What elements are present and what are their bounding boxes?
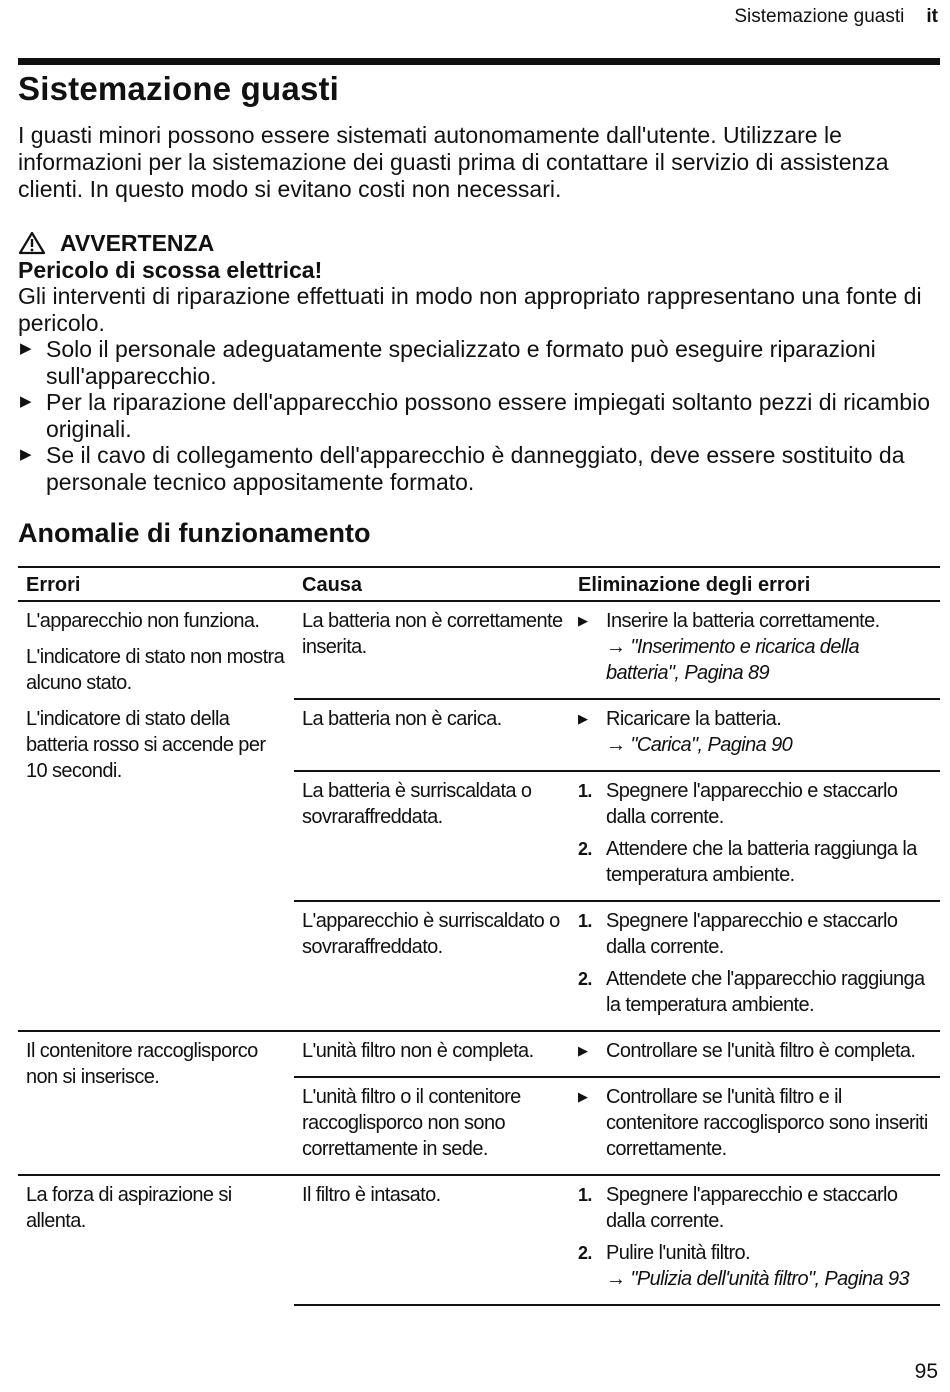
table-header-row (18, 567, 940, 601)
bullet-triangle-icon: ▶ (20, 340, 32, 357)
header-language: it (926, 6, 938, 27)
warning-subtitle: Pericolo di scossa elettrica! (18, 256, 323, 283)
warning-list (18, 336, 933, 495)
cause-cell: L'unità filtro o il contenitore raccoglisporco non sono correttamente in sede. (294, 1077, 570, 1175)
warning-item: ▶ Per la riparazione dell'apparecchio possono essere impiegati soltanto pezzi di ricambio originali. (20, 389, 930, 442)
header-rule (18, 58, 940, 65)
page-number: 95 (914, 1360, 938, 1383)
intro-paragraph: I guasti minori possono essere sistemati autonomamente dall'utente. Utilizzare le informazioni per la sistemazione dei guasti prima di contattare il servizio di assistenza clienti. In questo modo si evitano costi non necessari. (18, 122, 889, 202)
table-row (18, 1031, 940, 1077)
warning-text: Gli interventi di riparazione effettuati in modo non appropriato rappresentano una fonte di pericolo. (18, 283, 922, 336)
cause-cell: La batteria è surriscaldata o sovraraffreddata. (294, 771, 570, 901)
fix-cell: 1. Spegnere l'apparecchio e staccarlo dalla corrente. 2. Attendete che l'apparecchio raggiunga la temperatura ambiente. (570, 901, 940, 1031)
section-title: Anomalie di funzionamento (18, 518, 371, 548)
running-header (734, 6, 938, 28)
table-row (18, 601, 940, 699)
cause-cell: Il filtro è intasato. (294, 1175, 570, 1305)
fix-cell: ▶ Controllare se l'unità filtro è completa. (570, 1031, 940, 1077)
cause-cell: L'apparecchio è surriscaldato o sovraraffreddato. (294, 901, 570, 1031)
table-row (18, 1175, 940, 1305)
error-cell: L'apparecchio non funziona. L'indicatore di stato non mostra alcuno stato. L'indicatore di stato della batteria rosso si accende per 10 secondi. (18, 601, 294, 1031)
warning-item: ▶ Solo il personale adeguatamente specializzato e formato può eseguire riparazioni sull'apparecchio. (20, 336, 876, 389)
page-reference-link[interactable]: "Carica", Pagina 90 (630, 734, 793, 756)
bullet-triangle-icon: ▶ (578, 711, 588, 726)
bullet-triangle-icon: ▶ (20, 393, 32, 410)
arrow-icon: → (606, 636, 631, 658)
header-section: Sistemazione guasti (734, 6, 905, 27)
cause-cell: La batteria non è correttamente inserita. (294, 601, 570, 699)
fix-cell: 1. Spegnere l'apparecchio e staccarlo dalla corrente. 2. Attendere che la batteria raggiunga la temperatura ambiente. (570, 771, 940, 901)
column-header: Causa (294, 567, 570, 601)
warning-box (18, 230, 933, 495)
arrow-icon: → (606, 734, 631, 756)
page-reference-link[interactable]: "Pulizia dell'unità filtro", Pagina 93 (630, 1268, 910, 1290)
warning-icon (18, 231, 46, 255)
page-reference-link[interactable]: "Inserimento e ricarica della batteria", Pagina 89 (606, 636, 860, 684)
page-title: Sistemazione guasti (18, 70, 340, 107)
fix-cell: ▶ Inserire la batteria correttamente. → "Inserimento e ricarica della batteria", Pagina 89 (570, 601, 940, 699)
troubleshooting-table (18, 566, 940, 1306)
warning-label: AVVERTENZA (60, 230, 215, 256)
bullet-triangle-icon: ▶ (578, 1089, 588, 1104)
cause-cell: L'unità filtro non è completa. (294, 1031, 570, 1077)
fix-cell: 1. Spegnere l'apparecchio e staccarlo dalla corrente. 2. Pulire l'unità filtro. → "Pulizia dell'unità filtro", Pagina 93 (570, 1175, 940, 1305)
arrow-icon: → (606, 1268, 631, 1290)
column-header: Errori (18, 567, 294, 601)
bullet-triangle-icon: ▶ (578, 613, 588, 628)
warning-heading (18, 230, 933, 257)
bullet-triangle-icon: ▶ (578, 1043, 588, 1058)
warning-item: ▶ Se il cavo di collegamento dell'apparecchio è danneggiato, deve essere sostituito da personale tecnico appositamente formato. (20, 442, 905, 495)
fix-cell: ▶ Controllare se l'unità filtro e il contenitore raccoglisporco sono inseriti correttamente. (570, 1077, 940, 1175)
cause-cell: La batteria non è carica. (294, 699, 570, 771)
column-header: Eliminazione degli errori (570, 567, 940, 601)
fix-cell: ▶ Ricaricare la batteria. → "Carica", Pagina 90 (570, 699, 940, 771)
error-cell: Il contenitore raccoglisporco non si inserisce. (18, 1031, 294, 1175)
error-cell: La forza di aspirazione si allenta. (26, 1184, 232, 1232)
bullet-triangle-icon: ▶ (20, 446, 32, 463)
